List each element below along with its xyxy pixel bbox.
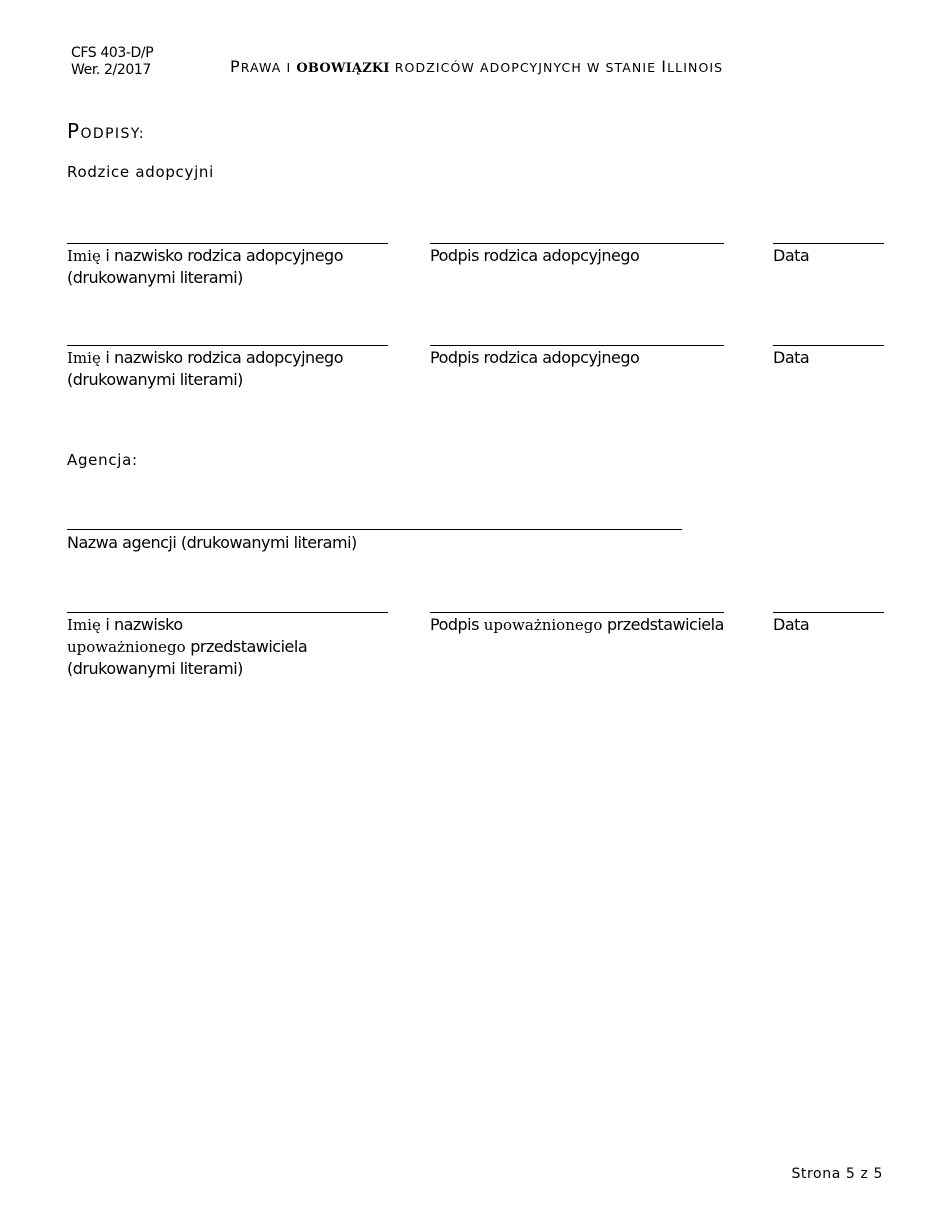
caption-text: przedstawiciela [602, 615, 724, 634]
caption-serif-word: upoważnionego [478, 616, 603, 634]
caption-text: (drukowanymi literami) [67, 268, 243, 287]
parent-date-caption: Data [773, 348, 810, 367]
document-title-initial: P [230, 57, 241, 76]
parent-name-line[interactable] [67, 345, 388, 346]
caption-text: przedstawiciela [185, 637, 308, 656]
caption-text: (drukowanymi literami) [67, 659, 243, 678]
parent-name-caption [67, 245, 343, 288]
signatures-heading [67, 119, 145, 143]
parent-signature-caption: Podpis rodzica adopcyjnego [430, 348, 640, 367]
agency-label: Agencja: [67, 451, 138, 469]
page-number: Strona 5 z 5 [791, 1166, 883, 1182]
caption-serif-word: Imię [67, 616, 101, 634]
caption-serif-word: Imię [67, 349, 101, 367]
parent-signature-caption: Podpis rodzica adopcyjnego [430, 246, 640, 265]
representative-signature-line[interactable] [430, 612, 724, 613]
caption-text: i nazwisko [100, 615, 183, 634]
document-title-part: RODZICÓW ADOPCYJNYCH W STANIE [389, 60, 662, 75]
document-title-part: LLINOIS [667, 60, 724, 75]
document-title-part: RAWA I [240, 60, 297, 75]
caption-text: (drukowanymi literami) [67, 370, 243, 389]
document-title [230, 57, 723, 76]
caption-text: Podpis [430, 615, 479, 634]
representative-name-caption [67, 614, 307, 679]
parent-date-line[interactable] [773, 243, 884, 244]
signatures-heading-initial: P [67, 119, 81, 143]
signatures-heading-rest: ODPISY: [80, 126, 145, 142]
caption-text: i nazwisko rodzica adopcyjnego [100, 246, 343, 265]
parent-name-line[interactable] [67, 243, 388, 244]
parent-name-caption [67, 347, 343, 390]
adoptive-parents-label: Rodzice adopcyjni [67, 163, 215, 181]
document-title-initial: I [661, 57, 668, 76]
form-code: CFS 403-D/P [71, 45, 154, 61]
parent-signature-line[interactable] [430, 243, 724, 244]
parent-date-caption: Data [773, 246, 810, 265]
representative-date-line[interactable] [773, 612, 884, 613]
parent-signature-line[interactable] [430, 345, 724, 346]
caption-text: i nazwisko rodzica adopcyjnego [100, 348, 343, 367]
document-title-emphasis: OBOWIĄZKI [296, 61, 390, 76]
form-revision: Wer. 2/2017 [71, 62, 151, 78]
representative-name-line[interactable] [67, 612, 388, 613]
parent-date-line[interactable] [773, 345, 884, 346]
caption-serif-word: Imię [67, 247, 101, 265]
representative-signature-caption [430, 614, 724, 636]
representative-date-caption: Data [773, 615, 810, 634]
agency-name-line[interactable] [67, 529, 682, 530]
agency-name-caption: Nazwa agencji (drukowanymi literami) [67, 533, 357, 552]
caption-serif-word: upoważnionego [67, 638, 186, 656]
